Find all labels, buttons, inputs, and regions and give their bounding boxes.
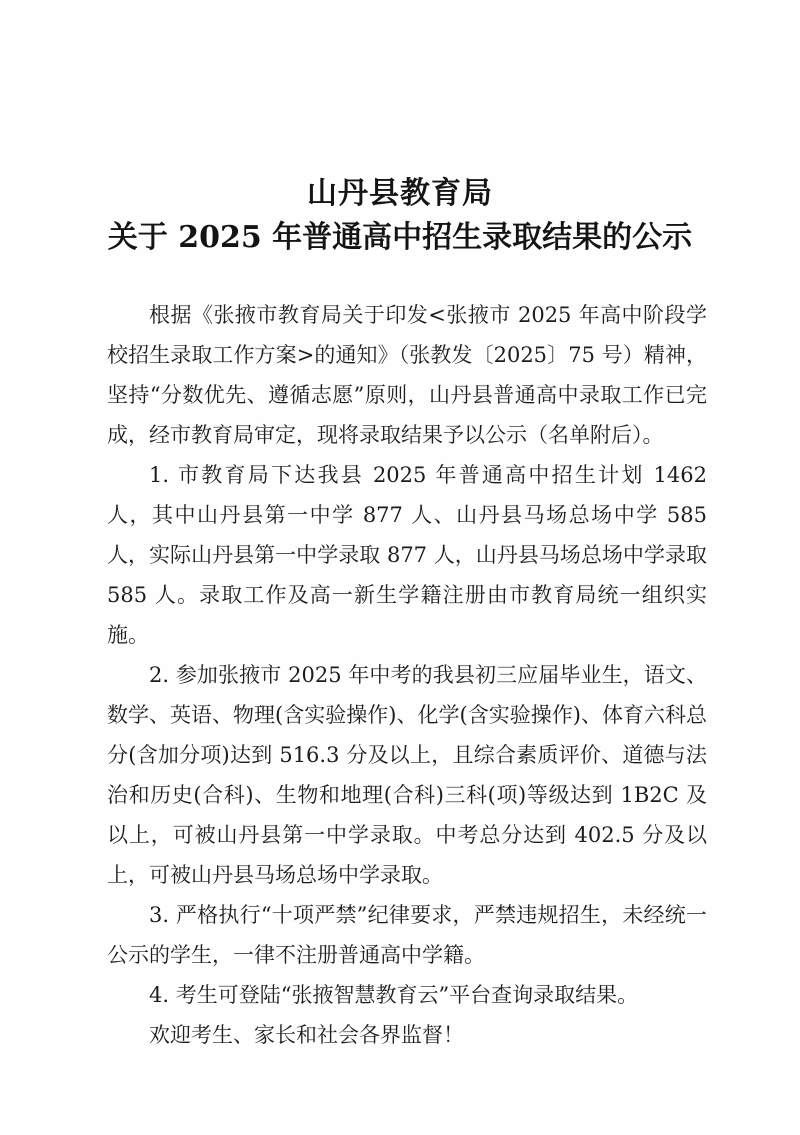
title-subject: 关于 2025 年普通高中招生录取结果的公示 [107,220,693,255]
title-issuer: 山丹县教育局 [307,176,493,211]
item-4-query-platform: 4. 考生可登陆“张掖智慧教育云”平台查询录取结果。 [149,983,639,1007]
intro-paragraph: 根据《张掖市教育局关于印发<张掖市 2025 年高中阶段学校招生录取工作方案>的通知》（张教发〔2025〕75 号）精神，坚持“分数优先、遵循志愿”原则，山丹县普通高中录取工作已完成，经市教育局审定，现将录取结果予以公示（名单附后）。 [107,303,707,447]
item-3-discipline: 3. 严格执行“十项严禁”纪律要求，严禁违规招生，未经统一公示的学生，一律不注册普通高中学籍。 [107,903,707,967]
document-body [107,295,707,1055]
item-2-admission-scores: 2. 参加张掖市 2025 年中考的我县初三应届毕业生，语文、数学、英语、物理(含实验操作)、化学(含实验操作)、体育六科总分(含加分项)达到 516.3 分及以上，且综合素质评价、道德与法治和历史(合科)、生物和地理(合科)三科(项)等级达到 1B2C 及以上，可被山丹县第一中学录取。中考总分达到 402.5 分及以上，可被山丹县马场总场中学录取。 [107,663,707,887]
item-1-enrollment-plan: 1. 市教育局下达我县 2025 年普通高中招生计划 1462 人，其中山丹县第一中学 877 人、山丹县马场总场中学 585 人，实际山丹县第一中学录取 877 人，山丹县马场总场中学录取 585 人。录取工作及高一新生学籍注册由市教育局统一组织实施。 [107,463,707,647]
closing-line: 欢迎考生、家长和社会各界监督！ [149,1023,464,1047]
document-title [0,172,800,260]
